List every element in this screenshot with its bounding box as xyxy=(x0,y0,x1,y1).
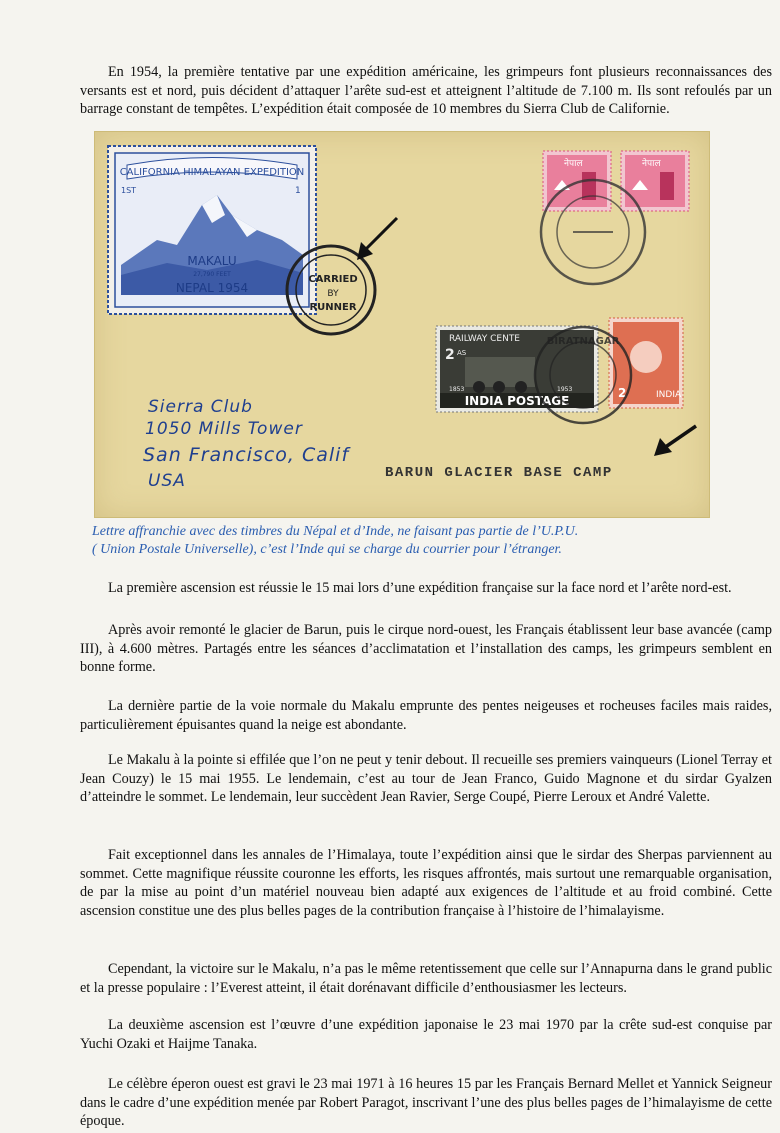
cachet-line1: CARRIED xyxy=(308,274,358,285)
address-line-4: USA xyxy=(148,471,186,491)
address-line-3: San Francisco, Calif xyxy=(143,444,350,466)
cachet-line3: RUNNER xyxy=(309,302,357,313)
railway-stamp-year-right: 1953 xyxy=(557,386,573,393)
caption-line-1: Lettre affranchie avec des timbres du Népal et d’Inde, ne faisant pas partie de l’U.P.U. xyxy=(92,524,579,539)
arrow-icon xyxy=(353,214,403,264)
vignette-height: 27,790 FEET xyxy=(193,271,231,278)
paragraph-normal-route: La dernière partie de la voie normale du Makalu emprunte des pentes neigeuses et rocheuses faciles mais raides, particulièrement épuisantes quand la neige est abondante. xyxy=(80,698,772,733)
image-caption xyxy=(92,523,712,558)
address-line-1: Sierra Club xyxy=(148,397,253,417)
caption-line-2: ( Union Postale Universelle), c’est l’Inde qui se charge du courrier pour l’étranger. xyxy=(92,541,562,557)
paragraph-west-pillar: Le célèbre éperon ouest est gravi le 23 mai 1971 à 16 heures 15 par les Français Bernard Mellet et Yannick Seigneur dans le cadre d’une expédition menée par Robert Paragot, inscrivant l’une des plus belles pages de l’himalayisme de cette époque. xyxy=(80,1076,772,1130)
red-stamp-label: INDIA xyxy=(656,390,682,400)
postmark-text: BIRATNAGAR xyxy=(546,336,620,347)
railway-stamp-bottom: INDIA POSTAGE xyxy=(464,394,570,408)
cachet-line2: BY xyxy=(327,289,339,299)
paragraph-1954-attempt: En 1954, la première tentative par une expédition américaine, les grimpeurs font plusieurs reconnaissances des versants est et nord, puis décident d’attaquer l’arête sud-est et atteignent l’altitude de 7.100 m. Ils sont refoulés par un barrage constant de tempêtes. L’expédition était composée de 10 membres du Sierra Club de Californie. xyxy=(80,64,772,118)
railway-stamp-top: RAILWAY CENTE xyxy=(449,334,520,344)
vignette-corner-right: 1 xyxy=(295,186,301,196)
paragraph-exceptional: Fait exceptionnel dans les annales de l’Himalaya, toute l’expédition ainsi que le sirdar des Sherpas parviennent au sommet. Cette magnifique réussite couronne les efforts, les risques affrontés, mais surtout une remarquable organisation, de par la mise au point d’un matériel nouveau bien adapté aux exigences de l’altitude et au froid combiné. Cette ascension constitue une des plus belles pages de la contribution française à l’histoire de l’himalayisme. xyxy=(80,847,772,919)
postal-cover-image xyxy=(94,131,710,518)
postmark-circle xyxy=(533,172,653,292)
nepal-stamp-label: नेपाल xyxy=(642,159,661,169)
vignette-peak: MAKALU xyxy=(187,254,237,268)
vignette-country-year: NEPAL 1954 xyxy=(175,281,249,295)
railway-stamp-value: 2 xyxy=(445,347,455,363)
paragraph-barun-glacier: Après avoir remonté le glacier de Barun, puis le cirque nord-ouest, les Français établissent leur base avancée (camp III), à 4.600 mètres. Partagés entre les séances d’acclimatation et l’installation des camps, les grimpeurs semblent en bonne forme. xyxy=(80,622,772,676)
arrow-icon xyxy=(650,422,700,462)
vignette-corner-left: 1ST xyxy=(121,186,137,195)
paragraph-summit: Le Makalu à la pointe si effilée que l’on ne peut y tenir debout. Il recueille ses premiers vainqueurs (Lionel Terray et Jean Couzy) le 15 mai 1955. Le lendemain, c’est au tour de Jean Franco, Guido Magnone et du sirdar Gyalzen d’atteindre le sommet. Le lendemain, leur succèdent Jean Ravier, Serge Coupé, Pierre Leroux et André Valette. xyxy=(80,752,772,806)
railway-stamp-unit: AS xyxy=(457,349,467,357)
paragraph-first-ascent: La première ascension est réussie le 15 mai lors d’une expédition française sur la face nord et l’arête nord-est. xyxy=(108,580,732,596)
base-camp-stamp: BARUN GLACIER BASE CAMP xyxy=(385,465,613,481)
postmark-circle xyxy=(523,320,643,430)
railway-stamp-year-left: 1853 xyxy=(449,386,465,393)
nepal-stamp-label: नेपाल xyxy=(564,159,583,169)
paragraph-annapurna: Cependant, la victoire sur le Makalu, n’a pas le même retentissement que celle sur l’Annapurna dans le grand public et la presse populaire : l’Everest atteint, il était dorénavant difficile d’enthousiasmer les lecteurs. xyxy=(80,961,772,996)
vignette-banner: CALIFORNIA HIMALAYAN EXPEDITION xyxy=(119,167,305,178)
paragraph-second-ascent: La deuxième ascension est l’œuvre d’une expédition japonaise le 23 mai 1970 par la crête sud-est conquise par Yuchi Ozaki et Haijme Tanaka. xyxy=(80,1017,772,1052)
red-stamp-value: 2 xyxy=(618,386,627,400)
address-line-2: 1050 Mills Tower xyxy=(145,419,303,439)
